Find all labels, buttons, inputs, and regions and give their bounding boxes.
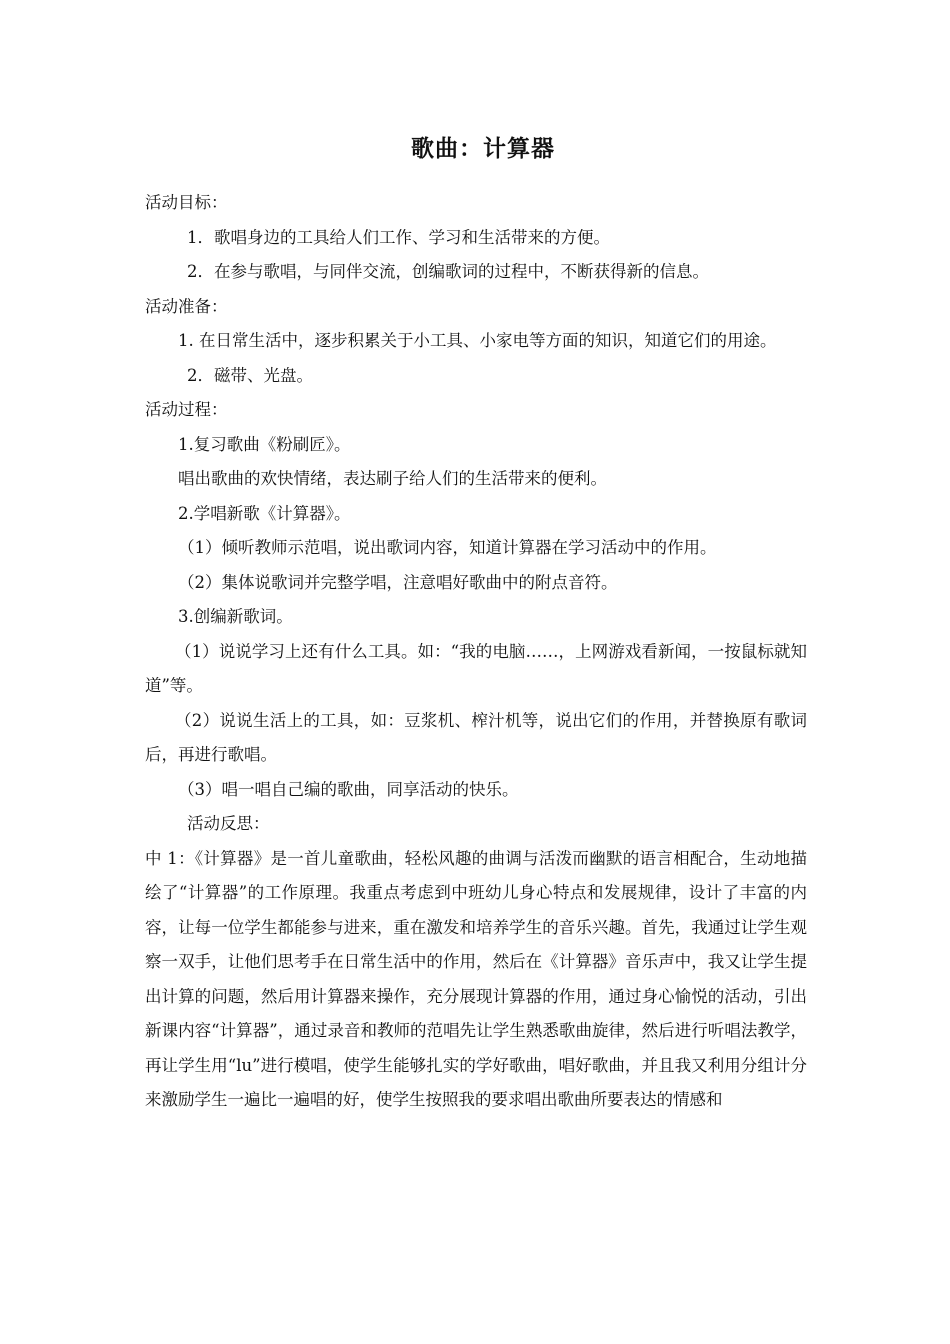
section-heading-preparation: 活动准备： <box>145 296 228 316</box>
section-heading-goals: 活动目标： <box>145 193 228 212</box>
preparation-item-2: 2．磁带、光盘。 <box>187 365 313 385</box>
section-heading-process: 活动过程： <box>145 400 228 419</box>
process-step-3-sub-2: （2）说说生活上的工具，如：豆浆机、榨汁机等，说出它们的作用，并替换原有歌词后，再进行歌唱。 <box>145 710 807 764</box>
process-step-3-sub-1: （1）说说学习上还有什么工具。如：“我的电脑……，上网游戏看新闻，一按鼠标就知道”等。 <box>145 641 807 695</box>
process-step-3: 3.创编新歌词。 <box>178 607 293 626</box>
process-step-1-detail: 唱出歌曲的欢快情绪，表达刷子给人们的生活带来的便利。 <box>178 469 607 488</box>
document-body <box>145 186 807 1118</box>
section-heading-reflection: 活动反思： <box>187 814 270 833</box>
goal-item-2: 2．在参与歌唱，与同伴交流，创编歌词的过程中，不断获得新的信息。 <box>187 262 709 281</box>
process-step-1: 1.复习歌曲《粉刷匠》。 <box>178 434 351 454</box>
process-step-3-sub-3: （3）唱一唱自己编的歌曲，同享活动的快乐。 <box>178 779 519 799</box>
preparation-item-1: 1. 在日常生活中，逐步积累关于小工具、小家电等方面的知识，知道它们的用途。 <box>178 331 777 350</box>
process-step-2-sub-1: （1）倾听教师示范唱，说出歌词内容，知道计算器在学习活动中的作用。 <box>178 538 717 557</box>
process-step-2: 2.学唱新歌《计算器》。 <box>178 503 351 523</box>
reflection-paragraph: 中 1：《计算器》是一首儿童歌曲，轻松风趣的曲调与活泼而幽默的语言相配合，生动地描绘了“计算器”的工作原理。我重点考虑到中班幼儿身心特点和发展规律，设计了丰富的内容，让每一位学生都能参与进来，重在激发和培养学生的音乐兴趣。首先，我通过让学生观察一双手，让他们思考手在日常生活中的作用，然后在《计算器》音乐声中，我又让学生提出计算的问题，然后用计算器来操作，充分展现计算器的作用，通过身心愉悦的活动，引出新课内容“计算器”，通过录音和教师的范唱先让学生熟悉歌曲旋律，然后进行听唱法教学，再让学生用“lu”进行模唱，使学生能够扎实的学好歌曲，唱好歌曲，并且我又利用分组计分来激励学生一遍比一遍唱的好，使学生按照我的要求唱出歌曲所要表达的情感和 <box>145 848 807 1109</box>
goal-item-1: 1．歌唱身边的工具给人们工作、学习和生活带来的方便。 <box>187 227 610 247</box>
process-step-2-sub-2: （2）集体说歌词并完整学唱，注意唱好歌曲中的附点音符。 <box>178 572 618 592</box>
document-title: 歌曲：计算器 <box>411 136 555 162</box>
